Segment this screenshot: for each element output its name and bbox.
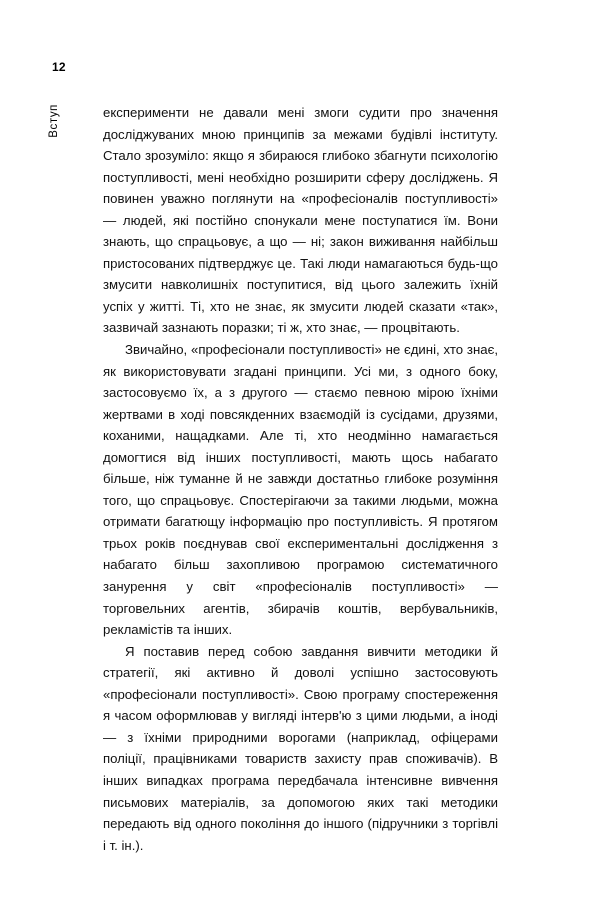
page-number: 12 [52,60,66,74]
body-text-column [103,102,498,856]
paragraph: Я поставив перед собою завдання вивчити методики й стратегії, які активно й доволі успішно застосовують «професіонали поступливості». Свою програму спостереження я часом оформлював у вигляді інтерв'ю з цими людьми, а іноді — з їхніми природними ворогами (наприклад, офіцерами поліції, працівниками товариств захисту прав споживачів). В інших випадках програма передбачала інтенсивне вивчення письмових матеріалів, за допомогою яких такі методики передають від одного покоління до іншого (підручники з торгівлі і т. ін.). [103,643,498,853]
paragraph: експерименти не давали мені змоги судити про значення досліджуваних мною принципів за межами будівлі інституту. Стало зрозуміло: якщо я збираюся глибоко збагнути психологію поступливості, мені необхідно розширити сферу досліджень. Я повинен уважно поглянути на «професіоналів поступливості» — людей, які постійно спонукали мене поступатися їм. Вони знають, що спрацьовує, а що — ні; закон виживання найбільш пристосованих підтверджує це. Такі люди намагаються будь-що змусити навколишніх поступитися, від цього залежить їхній успіх у житті. Ті, хто не знає, як змусити людей сказати «так», зазвичай зазнають поразки; ті ж, хто знає, — процвітають. [103,105,498,336]
running-head: Вступ [48,104,60,138]
paragraph: Звичайно, «професіонали поступливості» не єдині, хто знає, як використовувати згадані принципи. Усі ми, з одного боку, застосовуємо їх, а з другого — стаємо певною мірою їхніми жертвами в ході повсякденних взаємодій із сусідами, друзями, коханими, нащадками. Але ті, хто неодмінно намагається домогтися від інших поступливості, мають щось набагато більше, ніж туманне й не завжди достатньо глибоке розуміння того, що спрацьовує. Спостерігаючи за такими людьми, можна отримати багатющу інформацію про поступливість. Я протягом трьох років поєднував свої експериментальні дослідження з набагато більш захопливою програмою систематичного занурення у світ «професіоналів поступливості» — торговельних агентів, збирачів коштів, вербувальників, рекламістів та інших. [103,342,498,638]
